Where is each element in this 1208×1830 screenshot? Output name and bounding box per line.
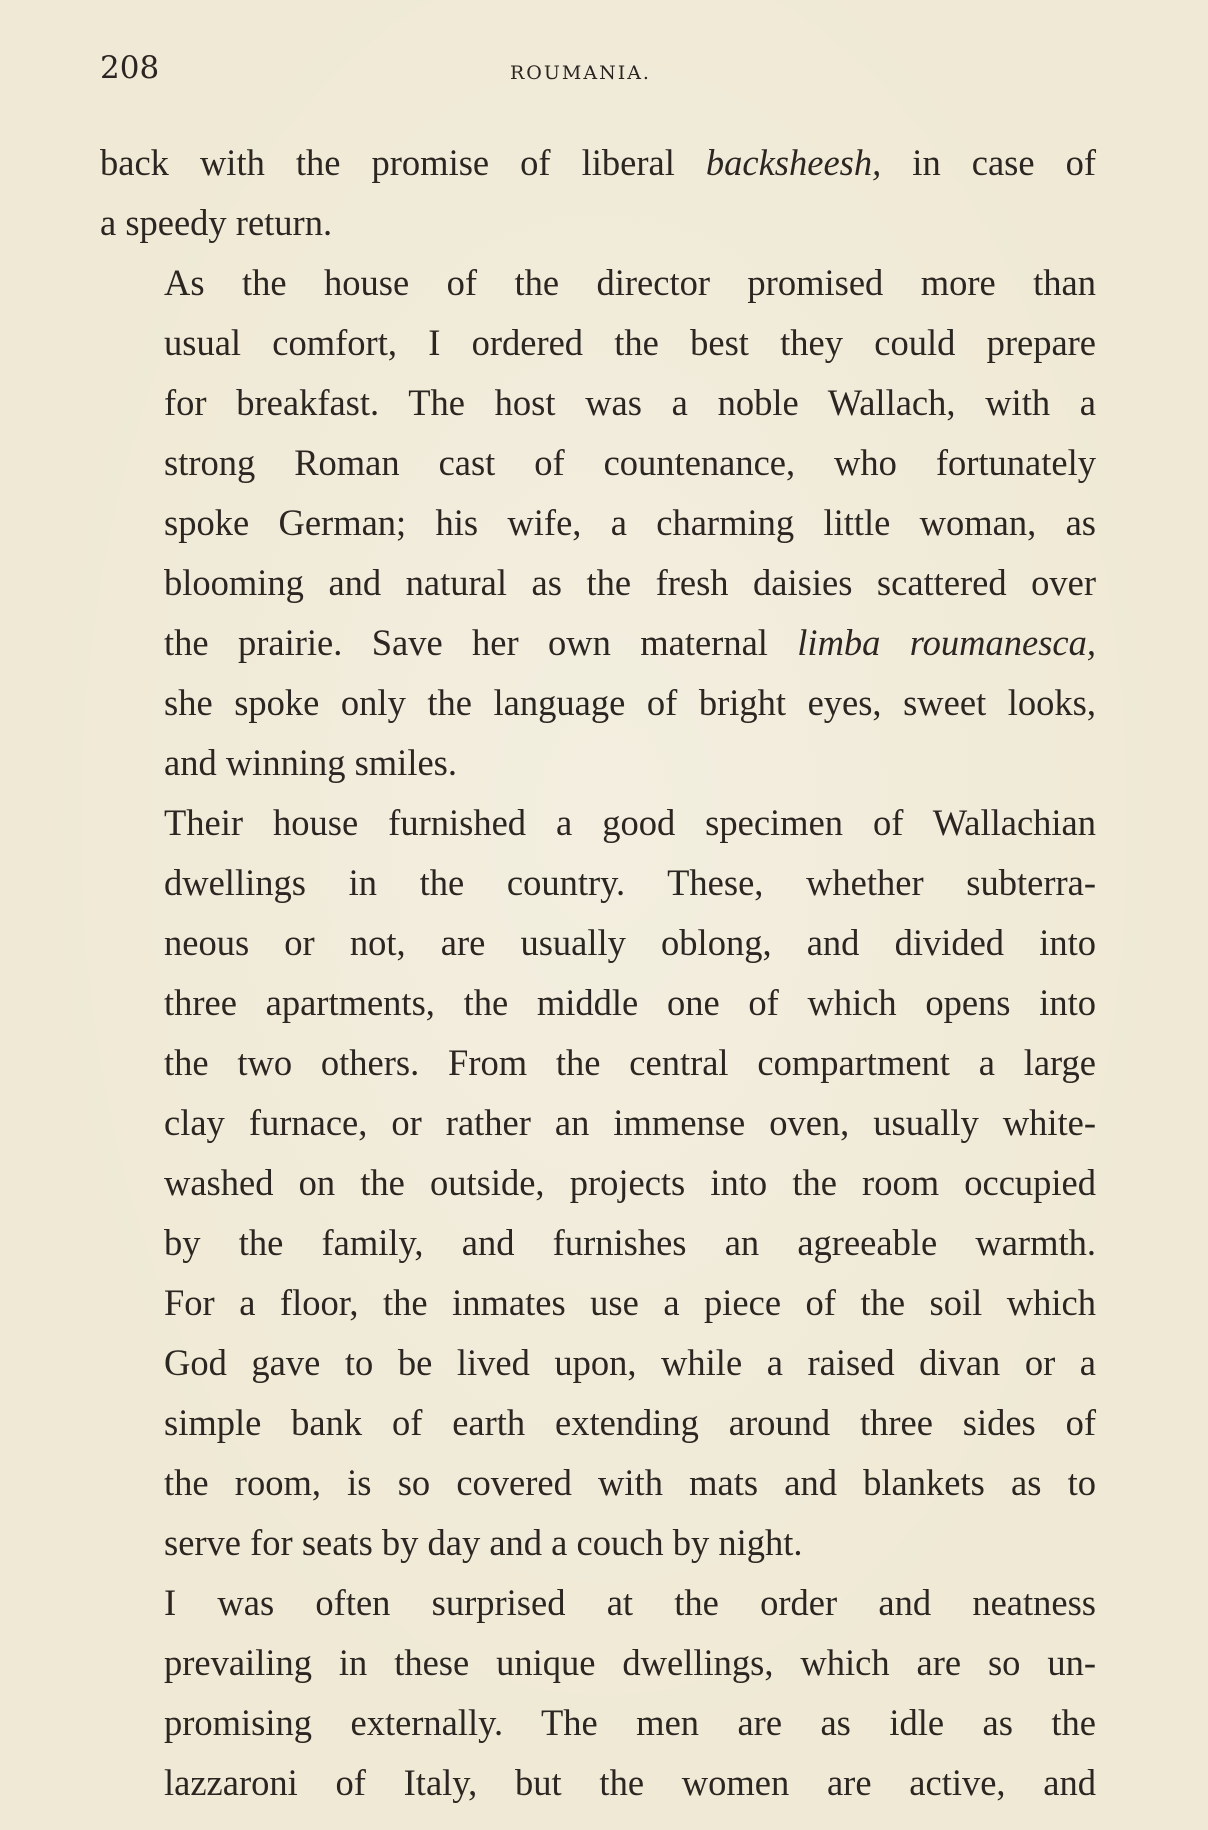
- text-line: [100, 613, 1096, 673]
- text-segment: a speedy return.: [100, 202, 333, 243]
- text-segment: in case of: [881, 142, 1096, 183]
- text-line: [100, 673, 1096, 733]
- text-segment: blooming and natural as the fresh daisies scattered over: [164, 562, 1096, 603]
- text-segment: As the house of the director promised more than: [164, 262, 1096, 303]
- text-segment: God gave to be lived upon, while a raised divan or a: [164, 1342, 1096, 1383]
- paragraph: [100, 253, 1096, 793]
- text-line: [100, 1633, 1096, 1693]
- text-segment: back with the promise of liberal: [100, 142, 706, 183]
- text-segment: usual comfort, I ordered the best they could prepare: [164, 322, 1096, 363]
- text-segment: she spoke only the language of bright eyes, sweet looks,: [164, 682, 1096, 723]
- text-segment: dwellings in the country. These, whether subterra-: [164, 862, 1096, 903]
- text-line: [100, 1093, 1096, 1153]
- text-line: [100, 1033, 1096, 1093]
- text-segment: washed on the outside, projects into the room occupied: [164, 1162, 1096, 1203]
- text-segment: serve for seats by day and a couch by night.: [164, 1522, 803, 1563]
- text-segment: promising externally. The men are as idle as the: [164, 1702, 1096, 1743]
- text-line: [100, 433, 1096, 493]
- text-line: [100, 1273, 1096, 1333]
- text-segment: neous or not, are usually oblong, and divided into: [164, 922, 1096, 963]
- text-line: [100, 1573, 1096, 1633]
- text-line: [100, 373, 1096, 433]
- page-header: [100, 50, 1100, 100]
- text-segment: spoke German; his wife, a charming little woman, as: [164, 502, 1096, 543]
- text-segment: for breakfast. The host was a noble Wallach, with a: [164, 382, 1096, 423]
- text-segment: limba roumanesca,: [797, 622, 1096, 663]
- paragraph: [100, 1573, 1096, 1813]
- text-line: [100, 313, 1096, 373]
- page-number: 208: [100, 50, 160, 86]
- text-line: [100, 1513, 1096, 1573]
- text-segment: For a floor, the inmates use a piece of the soil which: [164, 1282, 1096, 1323]
- text-line: [100, 793, 1096, 853]
- text-line: [100, 913, 1096, 973]
- text-line: [100, 733, 1096, 793]
- text-line: [100, 1393, 1096, 1453]
- paragraph: [100, 133, 1096, 253]
- text-line: [100, 193, 1096, 253]
- text-segment: clay furnace, or rather an immense oven, usually white-: [164, 1102, 1096, 1143]
- paragraph: [100, 793, 1096, 1573]
- running-head: ROUMANIA.: [510, 62, 651, 84]
- text-line: [100, 553, 1096, 613]
- text-segment: and winning smiles.: [164, 742, 457, 783]
- text-line: [100, 973, 1096, 1033]
- text-segment: lazzaroni of Italy, but the women are active, and: [164, 1762, 1096, 1803]
- text-line: [100, 1453, 1096, 1513]
- text-segment: the room, is so covered with mats and blankets as to: [164, 1462, 1096, 1503]
- text-line: [100, 133, 1096, 193]
- text-segment: the two others. From the central compartment a large: [164, 1042, 1096, 1083]
- text-line: [100, 1153, 1096, 1213]
- text-segment: prevailing in these unique dwellings, which are so un-: [164, 1642, 1096, 1683]
- text-line: [100, 853, 1096, 913]
- text-segment: I was often surprised at the order and neatness: [164, 1582, 1096, 1623]
- text-line: [100, 493, 1096, 553]
- text-line: [100, 1333, 1096, 1393]
- text-segment: the prairie. Save her own maternal: [164, 622, 798, 663]
- text-line: [100, 1753, 1096, 1813]
- body-text: [100, 133, 1096, 1813]
- text-line: [100, 1213, 1096, 1273]
- text-segment: backsheesh,: [705, 142, 882, 183]
- text-segment: by the family, and furnishes an agreeable warmth.: [164, 1222, 1096, 1263]
- text-segment: simple bank of earth extending around three sides of: [164, 1402, 1096, 1443]
- text-segment: Their house furnished a good specimen of Wallachian: [164, 802, 1096, 843]
- text-segment: strong Roman cast of countenance, who fortunately: [164, 442, 1096, 483]
- text-line: [100, 1693, 1096, 1753]
- text-segment: three apartments, the middle one of which opens into: [164, 982, 1096, 1023]
- text-line: [100, 253, 1096, 313]
